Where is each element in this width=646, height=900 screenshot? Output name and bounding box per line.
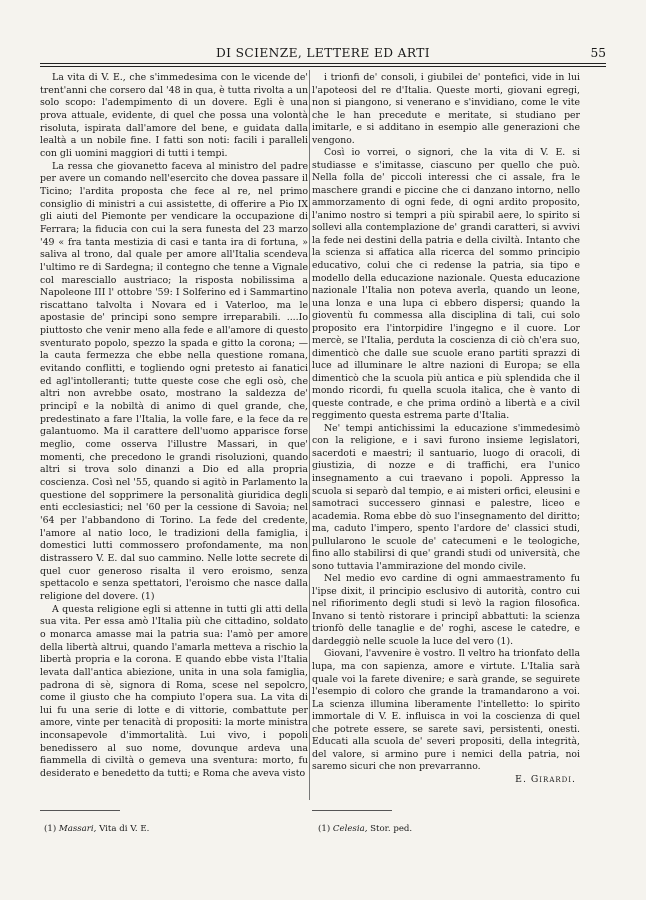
- author-signature: E. Girardi.: [515, 773, 576, 785]
- paragraph: Ne' tempi antichissimi la educazione s'immedesimò con la religione, e i savi furono insieme legislatori, sacerdoti e maestri; il santuario, luogo di oracoli, di giustizia, di nozze e di traffichi, era l'unico insegnamento a cui traevano i popoli. Appresso la scuola si separò dal tempio, e ai misteri orfici, eleusini e samotraci successero ginnasi e palestre, liceo e academia. Roma ebbe dò suo l'insegnamento del diritto; ma, caduto l'impero, spento l'ardore de' classici studi, pullularono le scuole de' catecumeni e le teologiche, fino allo stabilirsi di que' grandi studi od università, che sono tuttavia l'ammirazione del mondo civile.: [312, 422, 580, 572]
- footnote-work: Stor. ped.: [370, 824, 413, 834]
- paragraph: Nel medio evo cardine di ogni ammaestramento fu l'ipse dixit, il principio esclusivo di autorità, contro cui nel rifiorimento degli studi si levò la ragion filosofica. Invano si tentò ristorare i principî abbattuti: la scienza trionfò delle tanaglie e de' roghi, ascese le catedre, e dardeggiò nelle scuole la luce del vero (1).: [312, 573, 580, 647]
- right-column: [312, 72, 580, 786]
- paragraph: Così io vorrei, o signori, che la vita di V. E. si studiasse e s'imitasse, ciascuno per quello che può. Nella folla de' piccoli interessi che ci assale, fra le maschere grandi e piccine che ci danzano intorno, nello ammorzamento di ogni fede, di ogni ardito proposito, l'animo nostro si tempri a più spirabil aere, lo spirito si sollevi alla contemplazione de' grandi caratteri, si avvivi la fede nei destini della patria e della civiltà. Intanto che la scienza si affatica alla ricerca del sommo principio educativo, colui che ci redense la patria, sia tipo e modello della educazione nazionale. Questa educazione nazionale l'Italia non poteva averla, quando un leone, una lonza e una lupa ci ebbero dispersi; quando la gioventù fu commessa alla disciplina di tali, cui solo proposito era l'intorpidire l'ingegno e il cuore. Lor mercè, se l'Italia, perduta la coscienza di ciò ch'era suo, dimenticò che dalle sue scuole erano partiti sprazzi di luce ad illuminare le altre nazioni di Europa; se ella dimenticò che la scuola più antica e più splendida che il mondo ricordi, fu quella scuola italica, che è vanto di queste contrade, e che prima ordinò a libertà e a civil reggimento questa estrema parte d'Italia.: [312, 147, 580, 422]
- footnote-author: Celesia,: [332, 824, 368, 834]
- footnote-rule-right: [312, 810, 392, 811]
- footnote-number: (1): [44, 824, 57, 834]
- header-rule: [40, 63, 606, 64]
- footnote-right: [318, 824, 412, 834]
- header-rule-thin: [40, 66, 606, 67]
- footnote-work: Vita di V. E.: [99, 824, 150, 834]
- paragraph: Giovani, l'avvenire è vostro. Il veltro ha trionfato della lupa, ma con sapienza, amore e virtute. L'Italia sarà quale voi la farete divenire; e sarà grande, se seguirete l'esempio di coloro che grande la tramandarono a voi. La scienza illumina liberamente l'intelletto: lo spirito immortale di V. E. influisca in voi la coscienza di quel che potrete essere, se sarete savi, persistenti, onesti. Educati alla scuola de' severi propositi, della integrità, del valore, si armino pure i nemici della patria, noi saremo sicuri che non prevarranno.: [312, 648, 580, 773]
- footnote-author: Massari,: [58, 824, 97, 834]
- paragraph: A questa religione egli si attenne in tutti gli atti della sua vita. Per essa amò l'Italia più che cittadino, soldato o monarca amasse mai la patria sua: l'amò per amore della libertà altrui, quando l'amarla metteva a rischio la libertà propria e la corona. E quando ebbe vista l'Italia levata dall'antica abiezione, unita in una sola famiglia, padrona di sè, signora di Roma, scese nel sepolcro, come il giusto che ha compiuto l'opera sua. La vita di lui fu una serie di lotte e di vittorie, combattute per amore, vinte per tenacità di propositi: la morte ministra inconsapevole d'immortalità. Lui vivo, i popoli benedissero al suo nome, dovunque ardeva una fiammella di civiltà o gemeva una sventura: morto, fu desiderato e benedetto da tutti; e Roma che aveva visto: [40, 603, 308, 780]
- header-title: DI SCIENZE, LETTERE ED ARTI: [216, 46, 430, 60]
- paragraph: La ressa che giovanetto faceva al ministro del padre per avere un comando nell'esercito che dovea passare il Ticino; l'ardita proposta che fece al re, nel primo consiglio di ministri a cui assistette, di offerire a Pio IX gli aiuti del Piemonte per vendicare la occupazione di Ferrara; la fiducia con cui la sera funesta del 23 marzo '49 « fra tanta mestizia di casi e tanta ira di fortuna, » saliva al trono, dal quale per amore all'Italia scendeva l'ultimo re di Sardegna; il contegno che tenne a Vignale col maresciallo austriaco; la risposta nobilissima a Napoleone III l' ottobre '59: I Solferino ed i Sammartino riscattano talvolta i Novara ed i Vaterloo, ma le apostasie de' principi sono sempre irreparabili. ....Io piuttosto che venir meno alla fede e all'amore di questo sventurato popolo, spezzo la spada e gitto la corona; — la cauta fermezza che ebbe nella questione romana, evitando conflitti, e togliendo ogni pretesto ai fanatici ed agl'intolleranti; tutte queste cose che egli osò, che altri non avrebbe osato, mostrano la saldezza de' principî e la nobiltà di animo di quel grande, che, predestinato a fare l'Italia, la volle fare, e la fece da re galantuomo. Ma il carattere dell'uomo apparisce forse meglio, come osserva l'illustre Massari, in que' momenti, che precedono le grandi risoluzioni, quando altri si trova solo dinanzi a Dio ed alla propria coscienza. Così nel '55, quando si agitò in Parlamento la questione del sopprimere la personalità giuridica degli enti ecclesiastici; nel '60 per la cessione di Savoia; nel '64 per l'abbandono di Torino. La fede del credente, l'amore al natio loco, le tradizioni della famiglia, i domestici lutti commossero profondamente, ma non distrassero V. E. dal suo cammino. Nelle lotte secrete di quel cuor generoso risalta il vero eroismo, senza spettacolo e senza spettatori, l'eroismo che nasce dalla religione del dovere. (1): [40, 160, 308, 602]
- footnote-rule-left: [40, 810, 120, 811]
- running-header: [40, 44, 606, 64]
- left-column: [40, 72, 308, 781]
- paragraph: i trionfi de' consoli, i giubilei de' pontefici, vide in lui l'apoteosi del re d'Italia. Queste morti, giovani egregi, non si piangono, si venerano e s'invidiano, come le vite che le han precedute e meritate, si studiano per imitarle, e si additano in esempio alle generazioni che vengono.: [312, 72, 580, 146]
- column-divider: [309, 70, 310, 800]
- footnote-number: (1): [318, 824, 331, 834]
- page-number: 55: [590, 46, 606, 60]
- footnote-left: [44, 824, 149, 834]
- paragraph: La vita di V. E., che s'immedesima con le vicende de' trent'anni che corsero dal '48 in qua, è tutta rivolta a un solo scopo: l'adempimento di un dovere. Egli è una prova attuale, evidente, di quel che possa una volontà risoluta, ispirata dall'amore del bene, e guidata dalla lealtà a un nobile fine. I fatti son noti: facili i paralleli con gli uomini maggiori di tutti i tempi.: [40, 72, 308, 159]
